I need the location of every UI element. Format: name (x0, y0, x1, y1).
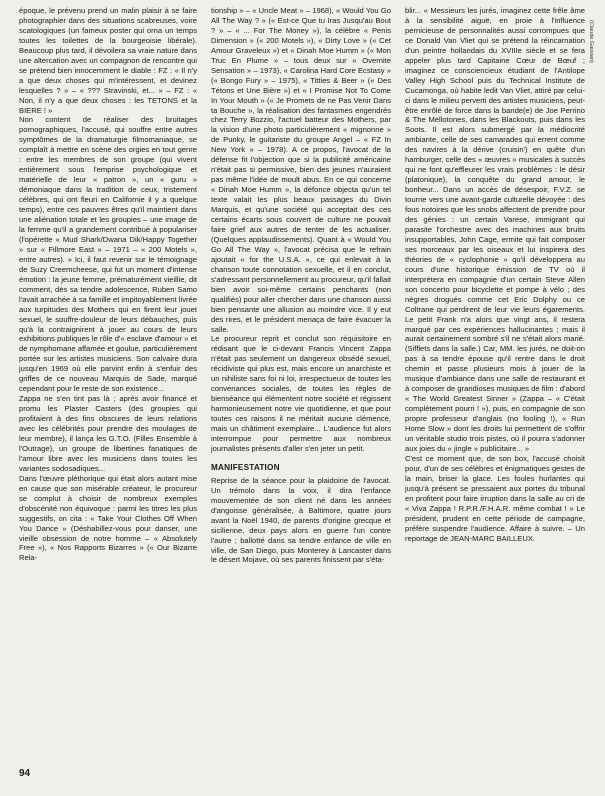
page-number: 94 (19, 768, 31, 779)
text-column-1 (19, 6, 197, 563)
paragraph: C'est ce moment que, de son box, l'accusé choisit pour, d'un de ses célèbres et énigmatiques gestes de la main, briser la glace. Les foules hurlantes qui jusqu'à présent se pressaient aux portes du tribunal en profitent pour faire irruption dans la salle au cri de « Viva Zappa ! R.P.R./F.H.A.R. même combat ! » Le président, prudent en cette période de campagne, préfère suspendre l'audience. Affaire à suivre. – Un reportage de JEAN-MARC BAILLEUX. (405, 453, 585, 543)
paragraph: Zappa ne s'en tint pas là ; après avoir financé et promu les Plaster Casters (des groupies qui profitaient à des fins obscures de leurs relations avec les célébrités pour prendre des moulages de leur membre), il lança les G.T.O. (Filles Ensemble à l'Outrage), un groupe de libertines fanatiques de l'amour libre avec les musiciens dans toutes les variantes sodosadiques... (19, 394, 197, 473)
photo-credit (582, 20, 598, 110)
paragraph: blir... « Messieurs les jurés, imaginez cette frêle âme à la sensibilité aiguë, en proie à l'influence pernicieuse de personnalités aussi corrompues que ce Donald Van Vliet qui se prétend la réincarnation d'un peintre hollandais du XVIIIe siècle et se fera appeler plus tard Capitaine Cœur de Bœuf ; imaginez ce consciencieux étudiant de l'Antilope Valley High School puis du Technical Institute de Cucamonga, où habite ledit Van Vliet, attiré par celui-ci dans le milieu perverti des artistes musiciens, peut-être enrôlé de force dans la bande(e) de Joe Perrino & The Mellotones, dans les Blackouts, puis dans les Soots. Il est alors submergé par la médiocrité ambiante, celle de ses camarades qui errent comme des navires à la dérive (cruisin') en quête d'un hamburger, celle des « œuvres » musicales à succès qui ne font qu'effleurer les vrais problèmes : le désir (platonique), la conquête du grand amour, le bonheur... Dans un accès de désespoir, F.V.Z. se tourne vers une avant-garde culturelle dévoyée : des fous notoires que les snobs affectent de prendre pour des génies : un certain Varese, immigrant qui parasite l'orchestre avec des machines aux bruits insupportables, John Cage, ermite qui fait composer ses morceaux par les oiseaux et lui inspirera des théories de « cyclophonie » qu'il développera au cours d'une historique émission de TV où il interprétera en compagnie d'un certain Steve Allen son concerto pour bicyclette et pompe à vélo ; des nègres drogués comme cet Eric Dolphy ou ce Coltrane qui perdirent de leur vie leurs égarements. Le petit Frank n'a alors que vingt ans, il restera marqué par ces expériences hallucinantes ; mais il aurait certainement sombré s'il ne s'était alors marié. (Sifflets dans la salle.) Car, MM. les jurés, ne doit-on pas à sa tendre épouse qu'il rentre dans le droit chemin et passe plusieurs mois à jouer de la musique d'ambiance dans une salle de restaurant et à composer de grandioses musiques de film : d'abord « The World Greatest Sinner » (Zappa – « C'était complètement pourri ! »), puis, en compagnie de son propre professeur d'anglais (no fooling !), « Run Home Slow » dont les droits lui permettent de s'offrir un véritable studio trois pistes, où il pourra s'adonner aux joies du « jingle » publicitaire... » (405, 6, 585, 453)
photo-credit-text: (Claude Gassian) (588, 20, 594, 63)
paragraph: Le procureur reprit et conclut son réquisitoire en rédisant que le ci-devant Francis Vincent Zappa n'était pas seulement un dangereux obsédé sexuel, récidiviste qui plus est, mais encore un anarchiste et un nihiliste sans foi ni loi, irrespectueux de toutes les convenances sociales, de toutes les règles de bienséance qui élémentent notre société et régissent harmonieusement notre vie quotidienne, et que pour toutes ces raisons il ne méritait aucune clémence, mais un châtiment exemplaire... L'audience fut alors interrompue pour permettre aux nombreux journalistes présents d'aller s'en jeter un petit. (211, 334, 391, 453)
paragraph: Non content de réaliser des bruitages pornographiques, l'accusé, qui souffre entre autres symptômes de la dramaturgie filmomaniaque, se complaît à mettre en scène des orgies en tout genre : entre les membres de son groupe (qui vivent entièrement sous l'emprise psychologique et matérielle de leur « patron », un « guru » démoniaque dans la tradition de ceux, tristement célèbres, qui ont fleuri en Californie il y a quelque temps), entre ces pauvres êtres qu'il maintient dans une aliénation totale et les groupies – une image de la femme qu'il a grandement contribué à populariser (l'opérette « Mud Shark/Dwana Dik/Happy Together » sur « Fillmore East » – 1971 – « 200 Motels », entre autres). » Ici, il faut revenir sur le témoignage de Suzy Creemcheese, qui fut un moment d'intense émotion : la jeune femme, prématurément vieillie, dit comment, dès sa tendre adolescence, Ruben Samo l'avait arrachée à sa famille et impitoyablement livrée aux turpitudes des Mothers qui en firent leur jouet sexuel, le souffre-douleur de leurs débauches, puis qu'à la contraignirent à jouer au cours de leurs exhibitions publiques le rôle d'« esclave d'amour » et de nymphomane affamée et goulue, particulièrement portée sur les artistes musiciens. Son calvaire dura jusqu'en 1969 où elle parvint enfin à s'enfuir des griffes de ce nouveau Marquis de Sade, marqué cependant pour le reste de son existence... (19, 115, 197, 394)
paragraph: époque, le prévenu prend un malin plaisir à se faire photographier dans des situations scabreuses, voire scatologiques (un fameux poster qui orna un temps toutes les toilettes de la bourgeoisie libérale). Beaucoup plus tard, il dévoilera sa vraie nature dans une altercation avec un compagnon de rencontre qui se prétend bien innocemment le diable : FZ : « Il n'y a que deux choses qui m'intéressent, et devinez lesquelles ? » – « ??? Stravinski, et... » – FZ : « Non, il n'y a que deux choses : les TETONS et la BIERE ! » (19, 6, 197, 115)
text-column-2 (211, 6, 391, 565)
text-column-3 (405, 6, 585, 543)
paragraph: Reprise de la séance pour la plaidoirie de l'avocat. Un trémolo dans la voix, il dira l'enfance mouvementée de son client né dans les années d'angoisse généralisée, à Baltimore, quatre jours avant la Noël 1940, de parents d'origine grecque et sicilienne, deux pays alors en guerre l'un contre l'autre ; ballotté dans sa tendre enfance de ville en ville, de San Diego, puis Monterey à Lancaster dans le désert Mojave, où ses parents finissent par s'éta- (211, 475, 391, 565)
section-heading: MANIFESTATION (211, 462, 280, 472)
paragraph: tionship » – « Uncle Meat » – 1968), « Would You Go All The Way ? » (« Est-ce Que tu Iras Jusqu'au Bout ? » – « ... For The Money »), la célèbre « Penis Dimension » (« 200 Motels »), « Dirty Love » (« Cet Amour Graveleux ») et « Dinah Moe Humm » (« Mon Truc En Plume » – tous deux sur « Overnite Sensation » – 1973), « Carolina Hard Core Ecstasy » (« Bongo Fury » – 1975), « Titties & Beer » (« Des Tétons et Une Bière ») et « I Promise Not To Come In Your Mouth » (« Je Promets de ne Pas Venir Dans ta Bouche », la réalisation des fantasmes engendrés chez Terry Bozzio, l'actuel batteur des Mothers, par la vision d'une photo particulièrement « mignonne » de Punky, le guitariste du groupe Angel – « FZ In New York » – 1978). A ce propos, l'avocat de la défense fit l'objection que si la publicité américaine n'était pas si permissive, bien des jeunes n'auraient pas même l'idée de moult abus. En ce qui concerne « Dinah Moe Humm », la défonce objecta qu'un tel texte valait les plus beaux passages du Divin Marquis, et qu'une société qui acceptait des ces certains écarts sous couvert de culture ne pouvait faire grief aux autres de tenter de les actualiser. (Quelques applaudissements). Quant à « Would You Go All The Way », l'avocat précisa que le refrain ajoutait « for the U.S.A. », ce qui enlevait à la chanson toute connotation sexuelle, et il en conclut, s'adressant personnellement au procureur, qu'il fallait bien avoir soi-même certains penchants (non qualifiés) pour aller chercher dans une chanson aussi bien pensante une allusion au moindre vice. Il y eut des rires, et le président menaça de faire évacuer la salle. (211, 6, 391, 334)
paragraph: Dans l'œuvre pléthorique qui était alors autant mise en cause que son misérable créateur, le procureur se complut à choisir de nombreux exemples d'obscénité non équivoque : parmi les titres les plus suggestifs, on cita : « Take Your Clothes Off When You Dance » (Déshabillez-vous pour danser, une vieille obsession de notre homme – « Absolutely Free »), « Nos Rapports Bizarres » (« Our Bizarre Rela- (19, 473, 197, 563)
